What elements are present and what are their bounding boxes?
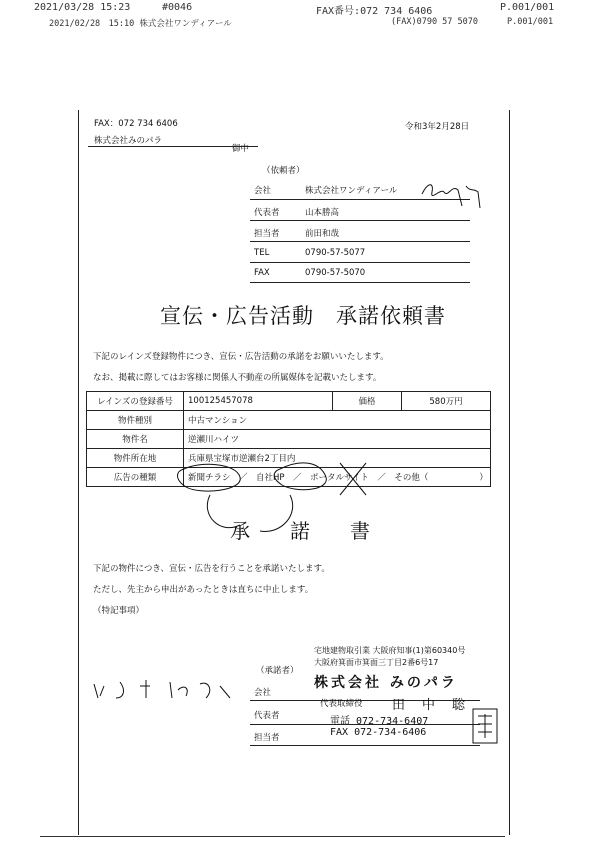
table-row bbox=[87, 411, 491, 430]
media-label: 広告の種類 bbox=[87, 468, 184, 487]
fax-header-timestamp: 2021/03/28 15:23 bbox=[34, 2, 131, 13]
consenter-label-staff: 担当者 bbox=[254, 733, 280, 743]
consent-line-2: ただし、先主から申出があったときは直ちに中止します。 bbox=[93, 585, 314, 595]
recipient-honorific: 御中 bbox=[232, 144, 250, 154]
intro-line-2: なお、掲載に際してはお客様に関係人不動産の所属媒体を記載いたします。 bbox=[93, 373, 382, 383]
reins-number: 100125457078 bbox=[184, 392, 333, 411]
requester-label-staff: 担当者 bbox=[254, 229, 280, 239]
property-type-value: 中古マンション bbox=[184, 411, 491, 430]
requester-label-tel: TEL bbox=[254, 248, 270, 258]
requester-heading: （依頼者） bbox=[262, 166, 305, 176]
document-title: 宣伝・広告活動 承諾依頼書 bbox=[160, 304, 446, 328]
requester-fax: 0790-57-5070 bbox=[305, 268, 366, 278]
recipient-underline bbox=[88, 146, 258, 147]
licensee-fax: FAX 072-734-6406 bbox=[330, 727, 427, 738]
property-name-label: 物件名 bbox=[87, 430, 184, 449]
fax-header-job: #0046 bbox=[162, 2, 193, 13]
fax-header-number: FAX番号:072 734 6406 bbox=[316, 6, 433, 17]
consent-title: 承 諾 書 bbox=[230, 519, 370, 543]
table-row bbox=[87, 430, 491, 449]
document-date: 令和3年2月28日 bbox=[405, 122, 470, 132]
recipient-fax: FAX：072 734 6406 bbox=[94, 119, 178, 129]
price-label: 価格 bbox=[333, 392, 402, 411]
table-row bbox=[87, 392, 491, 411]
property-name-value: 逆瀬川ハイツ bbox=[184, 430, 491, 449]
bottom-rule bbox=[40, 836, 505, 837]
property-type-label: 物件種別 bbox=[87, 411, 184, 430]
recipient-company: 株式会社みのパラ bbox=[94, 136, 163, 146]
fax-header-page-2: P.001/001 bbox=[507, 17, 554, 27]
licensee-rep-title: 代表取締役 bbox=[320, 699, 363, 709]
requester-staff: 前田和哉 bbox=[305, 229, 340, 239]
consenter-label-company: 会社 bbox=[254, 688, 272, 698]
fax-header-sender: 2021/02/28 15:10 株式会社ワンディアール bbox=[49, 19, 232, 29]
consent-line-1: 下記の物件につき、宣伝・広告を行うことを承諾いたします。 bbox=[93, 564, 330, 574]
fax-header-sender-fax: (FAX)0790 57 5070 bbox=[391, 17, 478, 27]
company-seal bbox=[470, 706, 500, 746]
licensee-company: 株式会社 みのパラ bbox=[314, 675, 458, 691]
licensee-address: 大阪府箕面市箕面三丁目2番6号17 bbox=[314, 658, 439, 667]
property-address-value: 兵庫県宝塚市逆瀬台2丁目内 bbox=[184, 449, 491, 468]
requester-rep: 山本勝高 bbox=[305, 208, 340, 218]
requester-tel: 0790-57-5077 bbox=[305, 248, 366, 258]
property-address-label: 物件所在地 bbox=[87, 449, 184, 468]
licensee-tel: 電話 072-734-6407 bbox=[330, 716, 429, 727]
requester-company: 株式会社ワンディアール bbox=[305, 186, 398, 196]
requester-label-rep: 代表者 bbox=[254, 208, 280, 218]
media-options: 新聞チラシ ／ 自社HP ／ ポータルサイト ／ その他（ ） bbox=[184, 468, 491, 487]
license-number: 宅地建物取引業 大阪府知事(1)第60340号 bbox=[314, 646, 466, 655]
requester-signature bbox=[418, 178, 488, 212]
licensee-rep-name: 田 中 聡 bbox=[392, 698, 468, 713]
consenter-label-rep: 代表者 bbox=[254, 711, 280, 721]
price-value: 580万円 bbox=[402, 392, 491, 411]
remarks-label: （特記事項） bbox=[93, 606, 145, 616]
requester-label-company: 会社 bbox=[254, 186, 272, 196]
handwritten-date bbox=[90, 676, 240, 706]
reins-label: レインズの登録番号 bbox=[87, 392, 184, 411]
consenter-heading: （承諾者） bbox=[256, 666, 299, 676]
requester-label-fax: FAX bbox=[254, 268, 270, 278]
fax-header-page: P.001/001 bbox=[500, 2, 555, 13]
intro-line-1: 下記のレインズ登録物件につき、宣伝・広告活動の承諾をお願いいたします。 bbox=[93, 352, 389, 362]
